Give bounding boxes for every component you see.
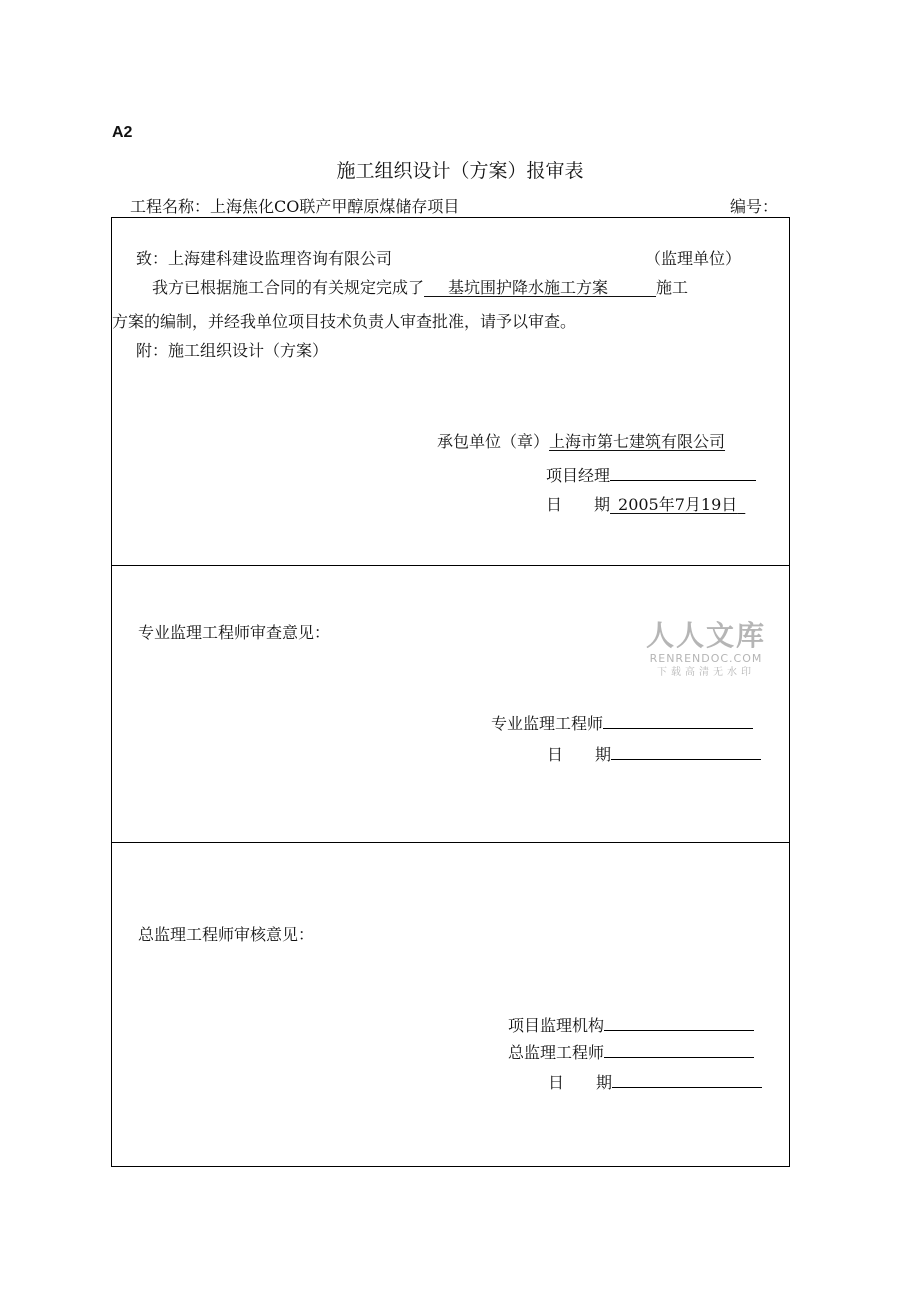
page-title: 施工组织设计（方案）报审表 — [336, 160, 584, 182]
engineer-date-line — [611, 743, 761, 760]
addressee: 致：上海建科建设监理咨询有限公司 — [136, 249, 393, 268]
org-row — [508, 1014, 754, 1036]
document-number-label: 编号： — [730, 197, 779, 216]
statement-prefix: 我方已根据施工合同的有关规定完成了 — [152, 278, 425, 297]
watermark-slogan: 下载高清无水印 — [657, 667, 755, 678]
statement-line-1 — [152, 278, 688, 298]
manager-signature-line — [610, 464, 756, 481]
engineer-row — [491, 712, 753, 734]
chief-row — [508, 1041, 754, 1063]
chief-label: 总监理工程师 — [508, 1043, 605, 1062]
chief-date-label: 日 期 — [548, 1073, 613, 1092]
chief-date-line — [612, 1071, 762, 1088]
submission-section — [112, 218, 789, 566]
engineer-review-section — [112, 566, 789, 843]
addressee-role: （监理单位） — [645, 249, 742, 268]
contractor-row — [437, 432, 725, 452]
chief-signature-line — [604, 1041, 754, 1058]
org-signature-line — [604, 1014, 754, 1031]
date-label: 日 期 — [546, 495, 611, 514]
chief-date-row — [548, 1071, 762, 1093]
contractor-label: 承包单位（章） — [437, 432, 550, 451]
chief-review-section — [112, 843, 789, 1166]
watermark-brand: 人人文库 — [646, 619, 767, 652]
statement-line-2: 方案的编制，并经我单位项目技术负责人审查批准，请予以审查。 — [112, 312, 577, 331]
manager-row — [546, 464, 756, 486]
plan-name: 基坑围护降水施工方案 — [448, 278, 609, 297]
review-form-table — [111, 217, 790, 1167]
org-label: 项目监理机构 — [508, 1016, 605, 1035]
engineer-date-row — [547, 743, 761, 765]
attachment-note: 附：施工组织设计（方案） — [136, 341, 329, 360]
statement-suffix: 施工 — [656, 278, 689, 297]
engineer-opinion-label: 专业监理工程师审查意见： — [138, 623, 331, 642]
chief-opinion-label: 总监理工程师审核意见： — [138, 925, 315, 944]
date-value: 2005年7月19日 — [618, 495, 738, 514]
engineer-date-label: 日 期 — [547, 745, 612, 764]
engineer-label: 专业监理工程师 — [491, 714, 604, 733]
project-name: 工程名称：上海焦化CO联产甲醇原煤储存项目 — [130, 197, 460, 216]
contractor-name: 上海市第七建筑有限公司 — [549, 432, 726, 451]
watermark-logo — [646, 620, 766, 680]
watermark-url: RENRENDOC.COM — [649, 652, 763, 665]
engineer-signature-line — [603, 712, 753, 729]
date-row — [546, 495, 745, 515]
form-code: A2 — [112, 124, 133, 141]
manager-label: 项目经理 — [546, 466, 611, 485]
